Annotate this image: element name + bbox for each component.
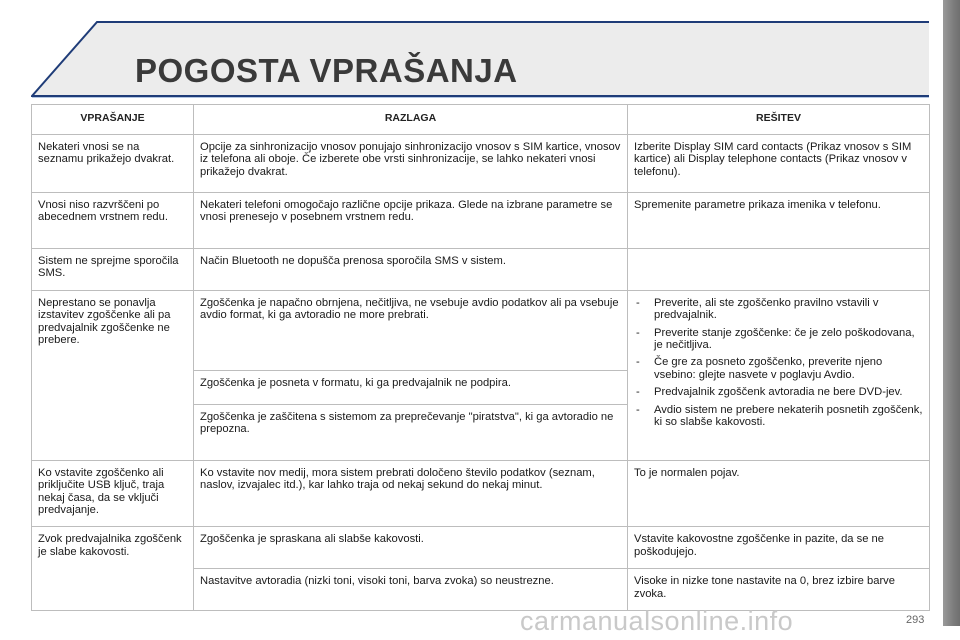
explanation-cell: Ko vstavite nov medij, mora sistem prebrati določeno število podatkov (seznam, naslov, izvajalec itd.), kar lahko traja od nekaj sekund do nekaj minut. <box>194 460 628 527</box>
explanation-cell: Nekateri telefoni omogočajo različne opcije prikaza. Glede na izbrane parametre se vnosi prenesejo v posebnem vrstnem redu. <box>194 193 628 249</box>
column-header-solution: REŠITEV <box>628 105 930 135</box>
list-item: - Avdio sistem ne prebere nekaterih posnetih zgoščenk, ki so slabše kakovosti. <box>636 403 923 429</box>
solution-cell: Izberite Display SIM card contacts (Prikaz vnosov s SIM kartice) ali Display telephone contacts (Prikaz vnosov v telefonu). <box>628 135 930 193</box>
solution-cell: Spremenite parametre prikaza imenika v telefonu. <box>628 193 930 249</box>
question-cell: Zvok predvajalnika zgoščenk je slabe kakovosti. <box>32 527 194 611</box>
solution-cell: To je normalen pojav. <box>628 460 930 527</box>
list-item-text: Preverite stanje zgoščenke: če je zelo poškodovana, je nečitljiva. <box>654 326 915 352</box>
column-header-explanation: RAZLAGA <box>194 105 628 135</box>
explanation-cell: Zgoščenka je posneta v formatu, ki ga predvajalnik ne podpira. <box>194 370 628 404</box>
page-title: POGOSTA VPRAŠANJA <box>135 52 518 89</box>
explanation-cell: Nastavitve avtoradia (nizki toni, visoki toni, barva zvoka) so neustrezne. <box>194 569 628 611</box>
list-item: - Če gre za posneto zgoščenko, preverite njeno vsebino: glejte nasvete v poglavju Avdio. <box>636 356 883 381</box>
list-item-text: Avdio sistem ne prebere nekaterih posnetih zgoščenk, ki so slabše kakovosti. <box>654 403 923 429</box>
column-header-question: VPRAŠANJE <box>32 105 194 135</box>
question-cell: Sistem ne sprejme sporočila SMS. <box>32 249 194 291</box>
list-item: - Predvajalnik zgoščenk avtoradia ne bere DVD-jev. <box>636 386 903 399</box>
table-row <box>32 193 930 249</box>
faq-table <box>31 104 930 611</box>
question-cell: Vnosi niso razvrščeni po abecednem vrstnem redu. <box>32 193 194 249</box>
solution-cell: Visoke in nizke tone nastavite na 0, brez izbire barve zvoka. <box>628 569 930 611</box>
side-tab <box>943 0 960 626</box>
explanation-cell: Način Bluetooth ne dopušča prenosa sporočila SMS v sistem. <box>194 249 628 291</box>
table-row <box>32 460 930 527</box>
table-row <box>32 290 930 370</box>
question-cell: Nekateri vnosi se na seznamu prikažejo dvakrat. <box>32 135 194 193</box>
list-item-text: Če gre za posneto zgoščenko, preverite njeno vsebino: glejte nasvete v poglavju Avdio. <box>654 356 883 381</box>
solution-cell <box>628 290 930 460</box>
table-header-row <box>32 105 930 135</box>
explanation-cell: Zgoščenka je napačno obrnjena, nečitljiva, ne vsebuje avdio podatkov ali pa vsebuje avdio format, ki ga avtoradio ne more prebrati. <box>194 290 628 370</box>
solution-cell <box>628 249 930 291</box>
list-item-text: Predvajalnik zgoščenk avtoradia ne bere DVD-jev. <box>654 386 903 399</box>
page-number: 293 <box>906 614 925 626</box>
explanation-cell: Zgoščenka je spraskana ali slabše kakovosti. <box>194 527 628 569</box>
list-item-text: Preverite, ali ste zgoščenko pravilno vstavili v predvajalnik. <box>654 296 879 322</box>
solution-cell: Vstavite kakovostne zgoščenke in pazite, da se ne poškodujejo. <box>628 527 930 569</box>
table-row <box>32 527 930 569</box>
watermark: carmanualsonline.info <box>520 606 794 636</box>
table-row <box>32 249 930 291</box>
page-header <box>31 18 929 98</box>
question-cell: Neprestano se ponavlja izstavitev zgoščenke ali pa predvajalnik zgoščenke ne prebere. <box>32 290 194 460</box>
list-item: - Preverite stanje zgoščenke: če je zelo poškodovana, je nečitljiva. <box>636 326 915 352</box>
question-cell: Ko vstavite zgoščenko ali priključite USB ključ, traja nekaj časa, da se vključi predvajanje. <box>32 460 194 527</box>
list-item: - Preverite, ali ste zgoščenko pravilno vstavili v predvajalnik. <box>636 296 879 322</box>
explanation-cell: Opcije za sinhronizacijo vnosov ponujajo sinhronizacijo vnosov s SIM kartice, vnosov iz telefona ali oboje. Če izberete obe vrsti sinhronizacije, se lahko nekateri vnosi prikažejo dvakrat. <box>194 135 628 193</box>
explanation-cell: Zgoščenka je zaščitena s sistemom za preprečevanje "piratstva", ki ga avtoradio ne prepozna. <box>194 404 628 460</box>
table-row <box>32 135 930 193</box>
solution-list <box>634 297 923 429</box>
